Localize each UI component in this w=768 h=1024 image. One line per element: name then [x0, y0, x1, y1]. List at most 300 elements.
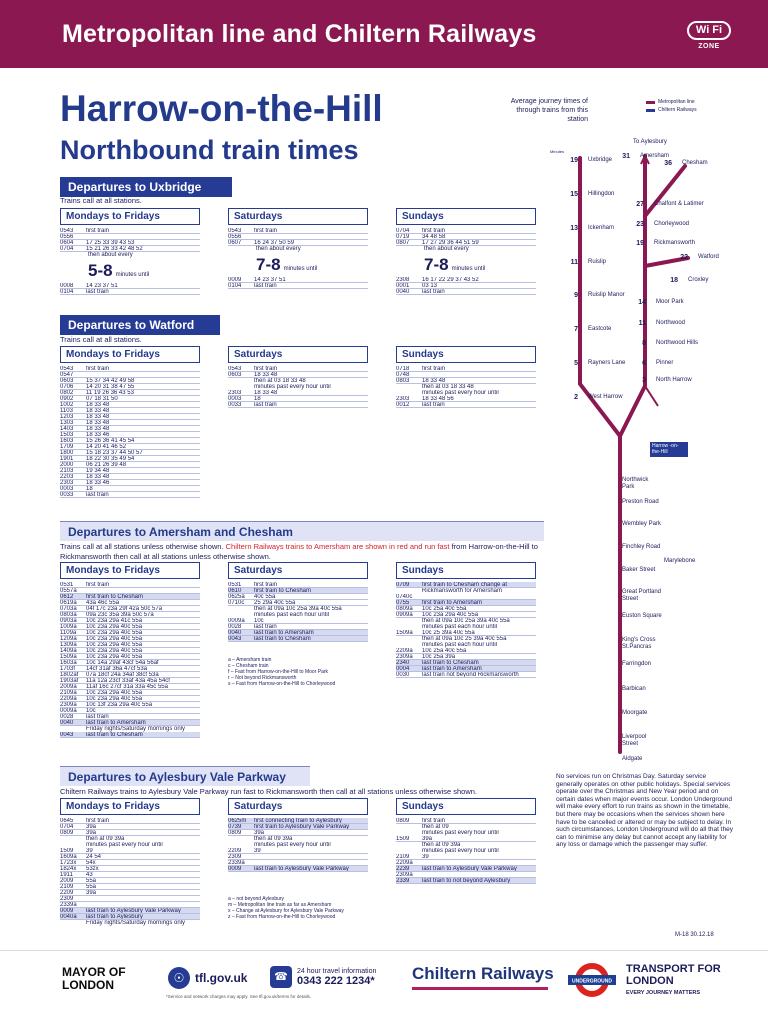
departure-minutes: 53zx: [86, 866, 99, 871]
departure-minutes: last train to Aylesbury Vale Parkway: [254, 866, 349, 871]
timetable-row: [228, 866, 368, 872]
departure-hour: 2209a: [396, 860, 413, 866]
journey-minutes: 19: [570, 157, 578, 164]
timetable-column: [228, 562, 368, 642]
departure-hour: 2109: [60, 884, 74, 890]
departure-minutes: 18 33 48: [254, 372, 278, 377]
departure-minutes: 39a: [86, 890, 97, 895]
map-station-label: Rayners Lane: [588, 360, 626, 366]
timetable-rows: [60, 818, 200, 926]
journey-minutes: 18: [670, 277, 678, 284]
departure-minutes: 15 37 34 42 49 58: [86, 378, 135, 383]
chiltern-logo-underline: [412, 987, 548, 990]
departure-hour: 2203: [60, 474, 74, 480]
departure-minutes: 18: [254, 396, 261, 401]
departure-minutes: [254, 860, 368, 865]
route-map: [548, 136, 768, 796]
departure-hour: 0755: [396, 600, 410, 606]
website-link[interactable]: [168, 967, 247, 989]
departure-minutes: 14cf 31af 36a 47cf 53a: [86, 666, 148, 671]
departure-minutes: last train: [86, 492, 109, 497]
departure-hour: 0625a: [228, 594, 245, 600]
departure-minutes: then at 09 39a: [254, 836, 293, 842]
departure-hour: 0003: [228, 396, 242, 402]
departure-hour: 0809: [60, 830, 74, 836]
departure-hour: 2309a: [396, 654, 413, 660]
departure-hour: 2309a: [60, 702, 77, 708]
departure-minutes: [86, 372, 200, 377]
section-aylesbury-note: Chiltern Railways trains to Aylesbury Vale Parkway run fast to Rickmansworth then call at all stations unless otherwise shown.: [60, 787, 477, 796]
map-minutes-label: Minutes: [550, 149, 565, 154]
map-station-label: Northwood Hills: [656, 340, 699, 346]
map-station-label: Ruislip Manor: [588, 292, 625, 298]
departure-minutes: 24 54: [86, 854, 102, 859]
departure-minutes: 10c 25a 40c 55a: [422, 648, 467, 653]
departure-hour: 1309a: [60, 642, 77, 648]
departure-minutes: 18 33 48: [86, 414, 110, 419]
departure-minutes: Rickmansworth for Amersham: [422, 588, 503, 594]
line-key: [646, 98, 697, 114]
timetable-code: M-18 30.12.18: [675, 932, 714, 938]
departure-hour: 1509a: [60, 654, 77, 660]
map-station-label: Barbican: [622, 686, 646, 692]
departure-minutes: minutes past every hour until: [422, 390, 499, 396]
departure-minutes: last train: [422, 402, 445, 407]
departure-hour: 0740c: [396, 594, 413, 600]
departure-minutes: last train to Chesham: [86, 732, 143, 737]
footnote-key: m – Metropolitan line train as far as Amersham: [228, 902, 332, 908]
wifi-zone-label: ZONE: [698, 43, 720, 50]
departure-minutes: last train: [86, 289, 109, 294]
departure-minutes: 40c 55a: [254, 594, 276, 599]
departure-minutes: 14 23 37 51: [254, 277, 286, 282]
departure-minutes: first train: [422, 818, 446, 823]
timetable-row: [60, 492, 200, 498]
departure-hour: 1109a: [60, 630, 77, 636]
timetable-row: [228, 636, 368, 642]
departure-hour: 0619a: [60, 600, 77, 606]
frequency-lead: then about every: [424, 246, 469, 252]
journey-minutes: 27: [636, 201, 644, 208]
globe-icon: ☉: [168, 967, 190, 989]
top-banner: [0, 0, 768, 68]
website-text: tfl.gov.uk: [195, 971, 248, 985]
departure-hour: 1509: [60, 848, 74, 854]
column-heading: Saturdays: [228, 562, 368, 579]
journey-minutes: 22: [680, 254, 688, 261]
departure-minutes: 25 29a 40c 55a: [254, 600, 296, 605]
map-station-label: Moor Park: [656, 299, 684, 305]
timetable-rows: [228, 818, 368, 872]
departure-hour: 1824x: [60, 866, 77, 872]
departure-minutes: first train: [254, 582, 278, 587]
departure-minutes: first train to Amersham: [422, 600, 483, 605]
departure-hour: 1609a: [60, 854, 77, 860]
departure-minutes: 39: [86, 848, 93, 853]
timetable-rows: [60, 228, 200, 295]
departure-minutes: minutes past each hour until: [254, 612, 330, 618]
departure-hour: 2339: [396, 878, 410, 884]
frequency-value: 5-8 minutes until: [88, 261, 150, 280]
departure-hour: 2209: [228, 848, 242, 854]
map-harrow-link: [645, 386, 658, 406]
departure-minutes: first train: [422, 366, 446, 371]
departure-minutes: 10c: [86, 708, 96, 713]
departure-hour: 0802: [60, 390, 74, 396]
departure-minutes: then at 03 18 33 48: [254, 378, 306, 384]
map-station-label: Chalfont & Latimer: [654, 201, 704, 207]
departure-minutes: 11a 12a 23cf 33af 43a 45a 54cf: [86, 678, 170, 683]
departure-minutes: 18 33 48: [86, 402, 110, 407]
journey-minutes: 14: [638, 299, 646, 306]
departure-minutes: 10c 23a 29a 40c 55a: [86, 636, 143, 641]
map-station-label: Preston Road: [622, 499, 659, 505]
map-station-label: Amersham: [640, 153, 670, 159]
departure-hour: 0104: [60, 289, 74, 295]
map-station-label: Croxley: [688, 277, 709, 283]
departure-hour: 0625m: [228, 818, 247, 824]
departure-minutes: first train: [86, 582, 110, 587]
departure-minutes: 09a 23c 35a 39a 50c 57a: [86, 612, 154, 617]
footnote-key: s – Fast from Harrow-on-the-Hill to Chorleywood: [228, 681, 336, 687]
departure-minutes: 39a: [254, 830, 265, 835]
map-station-label: Northwick Park: [622, 477, 649, 490]
phone-icon: ☎: [270, 966, 292, 988]
section-uxbridge-note: Trains call at all stations.: [60, 196, 142, 205]
timetable-rows: [396, 582, 536, 678]
departure-minutes: 15 21 26 33 42 48 52: [86, 246, 143, 251]
frequency-value: 7-8 minutes until: [424, 255, 486, 274]
mayor-of-london-logo: MAYOR OF LONDON: [62, 965, 126, 992]
departure-hour: 1509a: [396, 630, 413, 636]
departure-hour: 1603a: [60, 660, 77, 666]
departure-minutes: [254, 854, 368, 859]
footnote-key: c – Chesham train: [228, 663, 269, 669]
departure-minutes: last train: [254, 283, 277, 288]
departure-minutes: 18 22 30 35 49 54: [86, 456, 135, 461]
departure-hour: 0739: [228, 824, 242, 830]
current-station-marker: Harrow -on-the-Hill: [650, 442, 688, 457]
departure-minutes: last train to Chesham: [254, 636, 311, 641]
departure-hour: 1503: [60, 432, 74, 438]
departure-minutes: last train to Aylesbury: [86, 914, 143, 919]
departure-minutes: last train to Amersham: [422, 666, 482, 671]
departure-minutes: then at 09a 10c 25a 39a 40c 55a: [422, 618, 510, 624]
station-title: Harrow-on-the-Hill: [60, 88, 383, 129]
journey-minutes: 15: [570, 191, 578, 198]
departure-minutes: 10c 23a 29a 40c 55a: [86, 648, 143, 653]
departure-hour: 2340: [396, 660, 410, 666]
departure-minutes: 10c 25 39a 40c 55a: [422, 630, 475, 635]
map-station-label: Chesham: [682, 160, 708, 166]
chiltern-railways-logo: Chiltern Railways: [412, 964, 554, 983]
departure-hour: 0009a: [228, 618, 245, 624]
departure-minutes: 14 23 37 51: [86, 283, 118, 288]
service-notice: No services run on Christmas Day. Saturday service generally operates on other public holidays. Special services operate over the Christmas and New Year period and on certain dates when major events occur. London Underground will make every effort to run trains as shown in the timetable, but there may be occasions when the services shown here have to be cancelled or altered or may be subject to delay. In such circumstances, London Underground will do all that they can to minimise any delay but cannot accept any liability for any loss or damage which the passenger may suffer.: [556, 773, 734, 849]
departure-hour: 1303: [60, 420, 74, 426]
departure-hour: 0807: [396, 240, 410, 246]
departure-minutes: 04f 17c 23a 29f 42a 50c 57a: [86, 606, 163, 611]
timetable-row: [60, 732, 200, 738]
footnote-key: a – Amersham train: [228, 657, 272, 663]
departure-minutes: 55a: [86, 884, 97, 889]
note-red-text: Chiltern Railways trains to Amersham are shown in red and run fast: [225, 542, 450, 551]
departure-hour: 2109a: [60, 690, 77, 696]
journey-minutes: 9: [574, 292, 578, 299]
departure-hour: 1209a: [60, 636, 77, 642]
departure-hour: [60, 920, 86, 926]
departure-minutes: 10c 23a 29a 40c 55a: [86, 624, 143, 629]
departure-hour: 2339a: [60, 902, 77, 908]
departure-minutes: 15 26 36 41 45 54: [86, 438, 135, 443]
departure-hour: 0009a: [60, 708, 77, 714]
departure-hour: 1009a: [60, 624, 77, 630]
departure-hour: 0009: [60, 908, 74, 914]
map-to-aylesbury: To Aylesbury: [633, 139, 667, 145]
timetable-rows: [396, 366, 536, 408]
journey-minutes: 11: [570, 259, 578, 266]
departure-hour: 2000: [60, 462, 74, 468]
departure-minutes: then at 09 39a: [86, 836, 125, 842]
departure-hour: 0704: [60, 824, 74, 830]
timetable-column: [396, 562, 536, 678]
banner-title: Metropolitan line and Chiltern Railways: [62, 20, 537, 48]
departure-minutes: last train to Chesham: [422, 660, 479, 665]
departure-hour: 0603: [60, 378, 74, 384]
departure-minutes: [86, 896, 200, 901]
average-times-note: Average journey times of through trains from this station: [510, 98, 588, 123]
departure-minutes: last train: [86, 714, 109, 719]
departure-minutes: then at 03 18 33 48: [422, 384, 474, 390]
departure-hour: 1901: [60, 456, 74, 462]
departure-minutes: 18 33 48: [254, 390, 278, 395]
map-station-label: Ickenham: [588, 225, 615, 231]
departure-hour: 0556: [228, 234, 242, 240]
departure-minutes: minutes past every hour until: [254, 842, 331, 848]
departure-hour: 0040: [60, 720, 74, 726]
timetable-column: [396, 798, 536, 884]
departure-hour: 1203: [60, 414, 74, 420]
departure-hour: 0030: [396, 672, 410, 678]
departure-hour: 0531: [228, 582, 242, 588]
transport-for-london-logo: TRANSPORT FOR LONDON: [626, 963, 721, 987]
departure-hour: 0718: [396, 366, 410, 372]
departure-hour: 0008: [60, 283, 74, 289]
metropolitan-key-swatch: [646, 101, 655, 104]
departure-minutes: 14 20 41 46 52: [86, 444, 127, 449]
departure-hour: 0543: [228, 366, 242, 372]
column-heading: Sundays: [396, 346, 536, 363]
departure-minutes: 10c 14a 29af 43cf 54a 56af: [86, 660, 159, 665]
departure-minutes: 10c 23a 29a 40c 55a: [86, 690, 143, 695]
departure-minutes: 39a: [86, 824, 97, 829]
journey-minutes: 19: [636, 240, 644, 247]
map-station-label: Great Portland Street: [622, 589, 662, 602]
map-station-label: Pinner: [656, 360, 674, 366]
departure-hour: 0809a: [396, 606, 413, 612]
frequency-tail: minutes until: [115, 272, 150, 278]
departure-minutes: 10c 23a 29a 40c 55a: [86, 696, 143, 701]
map-station-label: Euston Square: [622, 613, 662, 619]
departure-hour: 0902: [60, 396, 74, 402]
departure-minutes: first train: [86, 366, 110, 371]
timetable-column: [396, 208, 536, 295]
map-station-label: Liverpool Street: [622, 734, 647, 747]
departure-hour: 0610: [228, 588, 242, 594]
departure-hour: 0748: [396, 372, 410, 378]
departure-hour: 0040: [228, 630, 242, 636]
departure-hour: 0704: [396, 228, 410, 234]
departure-minutes: [422, 860, 536, 865]
departure-minutes: 11 19 26 36 43 53: [86, 390, 134, 395]
departure-minutes: 18 33 48: [86, 408, 110, 413]
departure-minutes: 11af 16c 27cf 31a 33a 45c 55a: [86, 684, 168, 689]
section-amersham-note: [60, 542, 540, 562]
departure-minutes: 18 33 48: [422, 378, 446, 383]
departure-hour: 0809: [228, 830, 242, 836]
departure-hour: 0547: [60, 372, 74, 378]
departure-hour: 1103: [60, 408, 73, 414]
departure-minutes: first train to Chesham change at: [422, 582, 508, 587]
departure-hour: 0710c: [228, 600, 245, 606]
departure-minutes: 03 13: [422, 283, 438, 288]
departure-minutes: 10c 23a 29a 41c 55a: [86, 618, 143, 623]
chiltern-key-swatch: [646, 109, 655, 112]
phone-number: 0343 222 1234*: [297, 974, 375, 987]
column-heading: Sundays: [396, 798, 536, 815]
departure-minutes: 07a 18cf 24a 34af 38cf 53a: [86, 672, 159, 677]
departure-hour: 0003: [60, 486, 74, 492]
departure-minutes: 15 18 23 37 44 50 57: [86, 450, 143, 455]
departure-hour: 0009: [228, 866, 242, 872]
journey-minutes: 8: [642, 340, 646, 347]
departure-minutes: last train to Aylesbury Vale Parkway: [86, 908, 181, 913]
departure-hour: 0028: [60, 714, 74, 720]
departure-minutes: then at 09a 10c 25 39a 40c 55a: [422, 636, 507, 642]
departure-hour: 1709: [60, 444, 74, 450]
map-station-label: Hillingdon: [588, 191, 615, 197]
journey-minutes: 23: [636, 221, 644, 228]
note-text: from Harrow-on-the-Hill to Rickmansworth then call at all stations unless otherwise shown.: [60, 542, 538, 561]
departure-minutes: 18 33 48 56: [422, 396, 454, 401]
column-heading: Mondays to Fridays: [60, 346, 200, 363]
departure-hour: 1409a: [60, 648, 77, 654]
departure-hour: 2309a: [396, 872, 413, 878]
departure-hour: 0543: [228, 228, 242, 234]
departure-hour: 2339a: [228, 860, 245, 866]
departure-minutes: first train to Chesham: [254, 588, 312, 593]
departure-minutes: 19 34 48: [86, 468, 110, 473]
column-heading: Saturdays: [228, 798, 368, 815]
departure-hour: 0809: [396, 818, 410, 824]
timetable-column: [60, 346, 200, 498]
departure-minutes: [422, 594, 536, 599]
timetable-column: [228, 798, 368, 872]
departure-hour: 0703a: [60, 606, 77, 612]
departure-hour: 0709: [396, 582, 410, 588]
departure-minutes: 17 27 29 36 44 51 59: [422, 240, 479, 245]
section-aylesbury-title: Departures to Aylesbury Vale Parkway: [60, 766, 310, 786]
frequency-value: 7-8 minutes until: [256, 255, 318, 274]
departure-hour: 1911: [60, 872, 73, 878]
timetable-rows: [396, 228, 536, 295]
charges-note: *Service and network charges may apply. See tfl.gov.uk/terms for details.: [166, 994, 312, 999]
departure-hour: 0607: [228, 240, 242, 246]
departure-minutes: 18 33 48: [86, 420, 110, 425]
departure-hour: 2209a: [396, 648, 413, 654]
map-station-label: Northwood: [656, 320, 686, 326]
departure-minutes: then at 09a 10c 25a 39a 40c 55a: [254, 606, 342, 612]
departure-minutes: then at 09 39a: [422, 842, 461, 848]
departure-hour: 1800: [60, 450, 74, 456]
tfl-tagline: EVERY JOURNEY MATTERS: [626, 990, 701, 996]
aylesbury-footnotes: [228, 896, 344, 920]
departure-minutes: last train to not beyond Aylesbury: [422, 878, 511, 883]
departure-hour: 0706: [60, 384, 74, 390]
departure-hour: 0043: [228, 636, 242, 642]
departure-minutes: first train to Chesham: [86, 594, 144, 599]
map-station-label: Farringdon: [622, 661, 652, 667]
departure-minutes: 39a: [86, 830, 97, 835]
map-station-label: Finchley Road: [622, 544, 661, 550]
departure-hour: 0543: [60, 366, 74, 372]
departure-hour: 2009: [60, 878, 74, 884]
departure-minutes: 10c 23a 29a 40c 55a: [86, 642, 143, 647]
departure-minutes: [422, 872, 536, 877]
timetable-rows: [396, 818, 536, 884]
key-label: Metropolitan line: [658, 99, 695, 105]
departure-hour: 0903a: [60, 618, 77, 624]
column-heading: Mondays to Fridays: [60, 798, 200, 815]
journey-minutes: 11: [638, 320, 646, 327]
departure-hour: 2009a: [60, 684, 77, 690]
departure-minutes: 43: [86, 872, 93, 877]
frequency-tail: minutes until: [451, 266, 486, 272]
timetable-rows: [228, 228, 368, 289]
departure-minutes: 39a: [422, 836, 433, 841]
departure-hour: 0603: [228, 372, 242, 378]
departure-hour: 0557a: [60, 588, 77, 594]
timetable-column: [60, 562, 200, 738]
timetable-row: [396, 289, 536, 295]
departure-minutes: 39: [422, 854, 429, 859]
departure-hour: 2303: [60, 480, 74, 486]
departure-hour: 0719: [396, 234, 410, 240]
departure-hour: 0001: [396, 283, 410, 289]
departure-minutes: first train: [86, 818, 110, 823]
footnote-key: x – Change at Aylesbury for Aylesbury Vale Parkway: [228, 908, 344, 914]
departure-hour: 2209: [60, 890, 74, 896]
map-station-label: North Harrow: [656, 377, 692, 383]
departure-minutes: first train: [254, 228, 278, 233]
map-station-label: Wembley Park: [622, 521, 661, 527]
timetable-row: [60, 289, 200, 295]
map-station-label: King's Cross St.Pancras: [622, 637, 656, 650]
departure-minutes: 18 33 48: [86, 474, 110, 479]
departure-hour: 1509: [396, 836, 410, 842]
departure-minutes: 07 18 31 50: [86, 396, 118, 401]
column-heading: Saturdays: [228, 208, 368, 225]
map-station-label: Chorleywood: [654, 221, 690, 227]
departure-minutes: Friday nights/Saturday mornings only: [86, 920, 186, 926]
timetable-column: [228, 346, 368, 408]
departure-hour: 0704: [60, 246, 74, 252]
departure-hour: 1802af: [60, 672, 79, 678]
departure-minutes: minutes past every hour until: [422, 848, 499, 854]
key-label: Chiltern Railways: [658, 107, 697, 113]
departure-hour: 0043: [60, 732, 74, 738]
departure-minutes: minutes past each hour until: [422, 624, 498, 630]
